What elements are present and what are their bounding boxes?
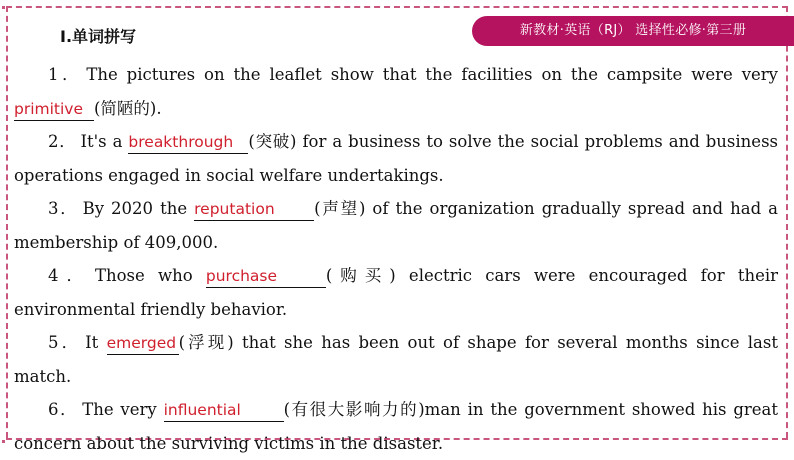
course-badge: 新教材·英语（RJ） 选择性必修·第三册 — [472, 16, 794, 46]
exercise-item-4 — [14, 259, 778, 326]
item-text-after: for a business to solve the social problems and business operations engaged in social welfare undertakings. — [14, 132, 779, 185]
answer-blank: primitive — [14, 98, 94, 121]
answer-blank: emerged — [107, 332, 179, 355]
item-text-before: By 2020 the — [82, 199, 195, 218]
answer-blank: breakthrough — [128, 131, 248, 154]
item-text-after: electric cars were encouraged for their environmental friendly behavior. — [14, 266, 779, 319]
item-text-after: that she has been out of shape for several months since last match. — [14, 333, 778, 386]
item-number: 4． — [48, 266, 91, 285]
top-dashed-border — [6, 6, 788, 8]
answer-blank: influential — [164, 399, 284, 422]
section-title: Ⅰ.单词拼写 — [60, 27, 137, 46]
item-text-after: . — [156, 98, 162, 118]
answer-blank: reputation — [194, 198, 314, 221]
answer-blank: purchase — [206, 265, 326, 288]
item-hint: (有很大影响力的) — [283, 400, 425, 419]
exercise-item-3 — [14, 192, 778, 259]
exercise-list — [14, 58, 778, 460]
exercise-item-5 — [14, 326, 778, 393]
left-dashed-border — [6, 6, 8, 438]
exercise-item-2 — [14, 125, 778, 192]
item-text-before: Those who — [94, 266, 206, 285]
item-hint: (购买) — [325, 266, 396, 285]
item-hint: (简陋的) — [94, 98, 157, 118]
item-hint: (浮现) — [178, 333, 234, 352]
item-number: 3． — [48, 199, 79, 218]
item-number: 1． — [48, 65, 83, 84]
item-text-before: It — [85, 333, 107, 352]
exercise-item-1 — [14, 58, 778, 125]
item-hint: (突破) — [248, 132, 297, 151]
left-decorative-bar — [0, 0, 10, 447]
item-text-before: The pictures on the leaflet show that the facilities on the campsite were very — [86, 65, 778, 84]
item-hint: (声望) — [314, 199, 366, 218]
item-text-after: of the organization gradually spread and had a membership of 409,000. — [14, 199, 778, 252]
exercise-item-6 — [14, 393, 778, 460]
item-text-before: It's a — [80, 132, 129, 151]
item-text-before: The very — [82, 400, 164, 419]
item-number: 6． — [48, 400, 79, 419]
right-dashed-border — [786, 6, 788, 438]
item-number: 2． — [48, 132, 77, 151]
item-number: 5． — [48, 333, 82, 352]
item-text-after: man in the government showed his great concern about the surviving victims in the disaster. — [14, 400, 779, 453]
